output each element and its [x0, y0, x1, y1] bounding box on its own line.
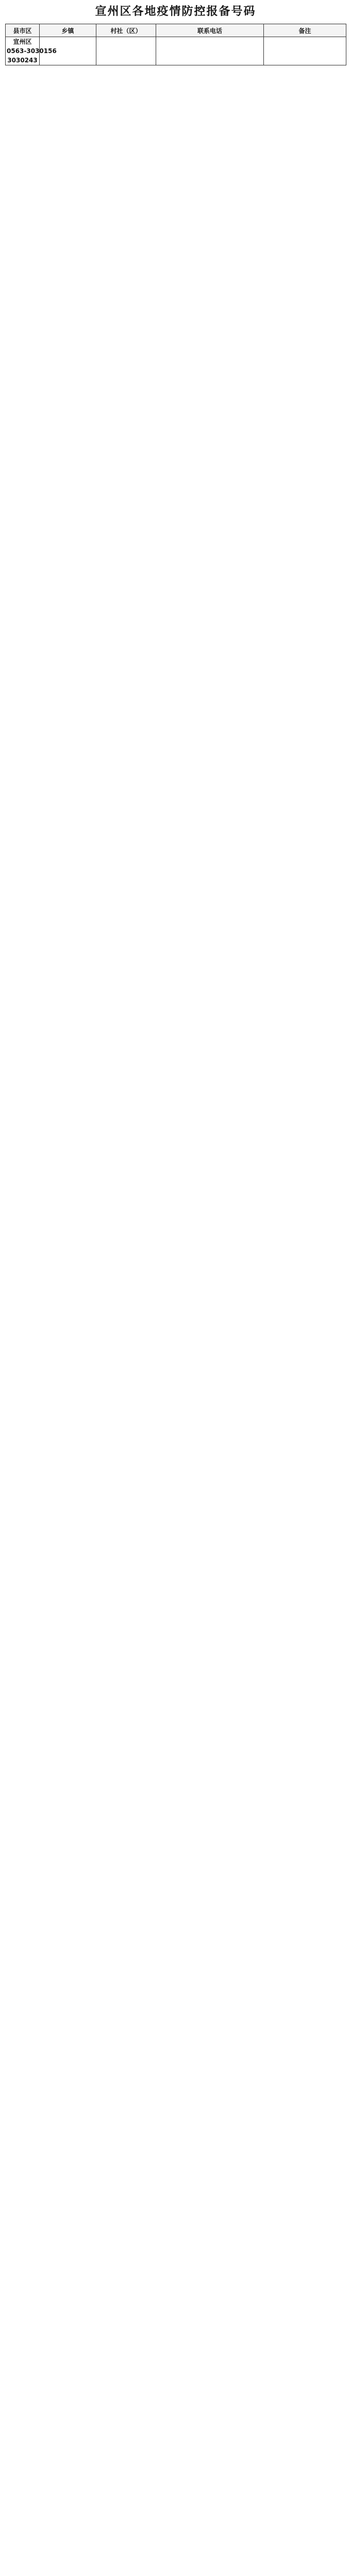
page-title: 宣州区各地疫情防控报备号码: [95, 5, 256, 18]
district-phone1: 0563-3030156: [7, 47, 57, 55]
district-phone2: 3030243: [7, 57, 38, 64]
district-name: 宣州区: [13, 38, 32, 45]
table-header-row: [6, 24, 346, 37]
village-cell: [96, 37, 156, 65]
header-district: 县市区: [6, 24, 40, 37]
district-cell: [6, 37, 57, 65]
header-town: 乡镇: [40, 24, 96, 37]
contact-table: [5, 24, 346, 65]
phone-cell: [156, 37, 264, 65]
header-village: 村社（区）: [96, 24, 156, 37]
header-note: 备注: [264, 24, 346, 37]
table-body: [6, 37, 346, 65]
header-phone: 联系电话: [156, 24, 264, 37]
table-row: [6, 37, 346, 65]
note-cell: [264, 37, 346, 65]
